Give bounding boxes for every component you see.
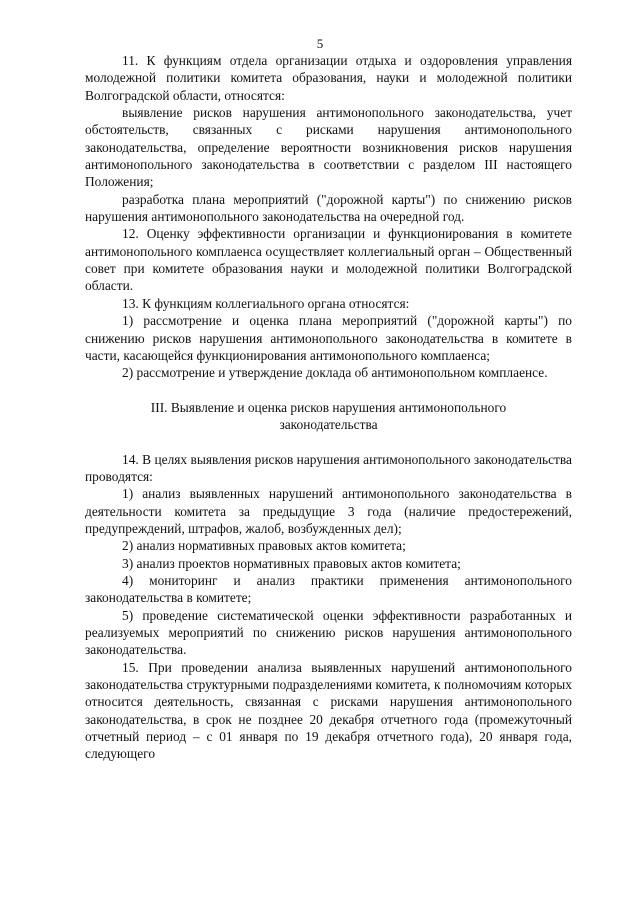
paragraph-12: 12. Оценку эффективности организации и функционирования в комитете антимонопольного комплаенса осуществляет коллегиальный орган – Общественный совет при комитете образования науки и молодежной политики Волгоградской области. (85, 226, 572, 294)
paragraph-14-item-1: 1) анализ выявленных нарушений антимонопольного законодательства в деятельности комитета за предыдущие 3 года (наличие предостережений, предупреждений, штрафов, жалоб, возбужденных дел); (85, 486, 572, 536)
paragraph-14-item-3: 3) анализ проектов нормативных правовых актов комитета; (122, 555, 461, 571)
spacer (85, 382, 572, 399)
paragraph-11-item-roadmap: разработка плана мероприятий ("дорожной карты") по снижению рисков нарушения антимонопольного законодательства на очередной год. (85, 191, 572, 225)
document-body (85, 52, 572, 763)
paragraph-13-item-1: 1) рассмотрение и оценка плана мероприятий ("дорожной карты") по снижению рисков нарушения антимонопольного законодательства в комитете в части, касающейся функционирования антимонопольного комплаенса; (85, 313, 572, 363)
paragraph-14: 14. В целях выявления рисков нарушения антимонопольного законодательства проводятся: (85, 451, 572, 484)
page-number: 5 (316, 36, 324, 51)
paragraph-14-item-2: 2) анализ нормативных правовых актов комитета; (122, 538, 406, 554)
paragraph-13: 13. К функциям коллегиального органа относятся: (122, 295, 410, 311)
paragraph-15: 15. При проведении анализа выявленных нарушений антимонопольного законодательства структурными подразделениями комитета, к полномочиям которых относится деятельность, связанная с рисками нарушения антимонопольного законодательства, в срок не позднее 20 декабря отчетного года (промежуточный отчетный период – с 01 января по 19 декабря отчетного года), 20 января года, следующего (85, 659, 572, 762)
paragraph-14-item-4: 4) мониторинг и анализ практики применения антимонопольного законодательства в комитете; (85, 572, 572, 606)
paragraph-13-item-2: 2) рассмотрение и утверждение доклада об антимонопольном комплаенсе. (122, 365, 548, 381)
section-heading-line-1: III. Выявление и оценка рисков нарушения антимонопольного (150, 399, 507, 415)
paragraph-11: 11. К функциям отдела организации отдыха и оздоровления управления молодежной политики комитета образования, науки и молодежной политики Волгоградской области, относятся: (85, 53, 572, 103)
paragraph-11-item-risk-detection: выявление рисков нарушения антимонопольного законодательства, учет обстоятельств, связанных с рисками нарушения антимонопольного законодательства, определение вероятности возникновения рисков нарушения антимонопольного законодательства в соответствии с разделом III настоящего Положения; (85, 105, 572, 190)
section-heading-line-2: законодательства (279, 417, 378, 433)
spacer (85, 434, 572, 451)
paragraph-14-item-5: 5) проведение систематической оценки эффективности разработанных и реализуемых мероприятий по снижению рисков нарушения антимонопольного законодательства. (85, 607, 572, 658)
